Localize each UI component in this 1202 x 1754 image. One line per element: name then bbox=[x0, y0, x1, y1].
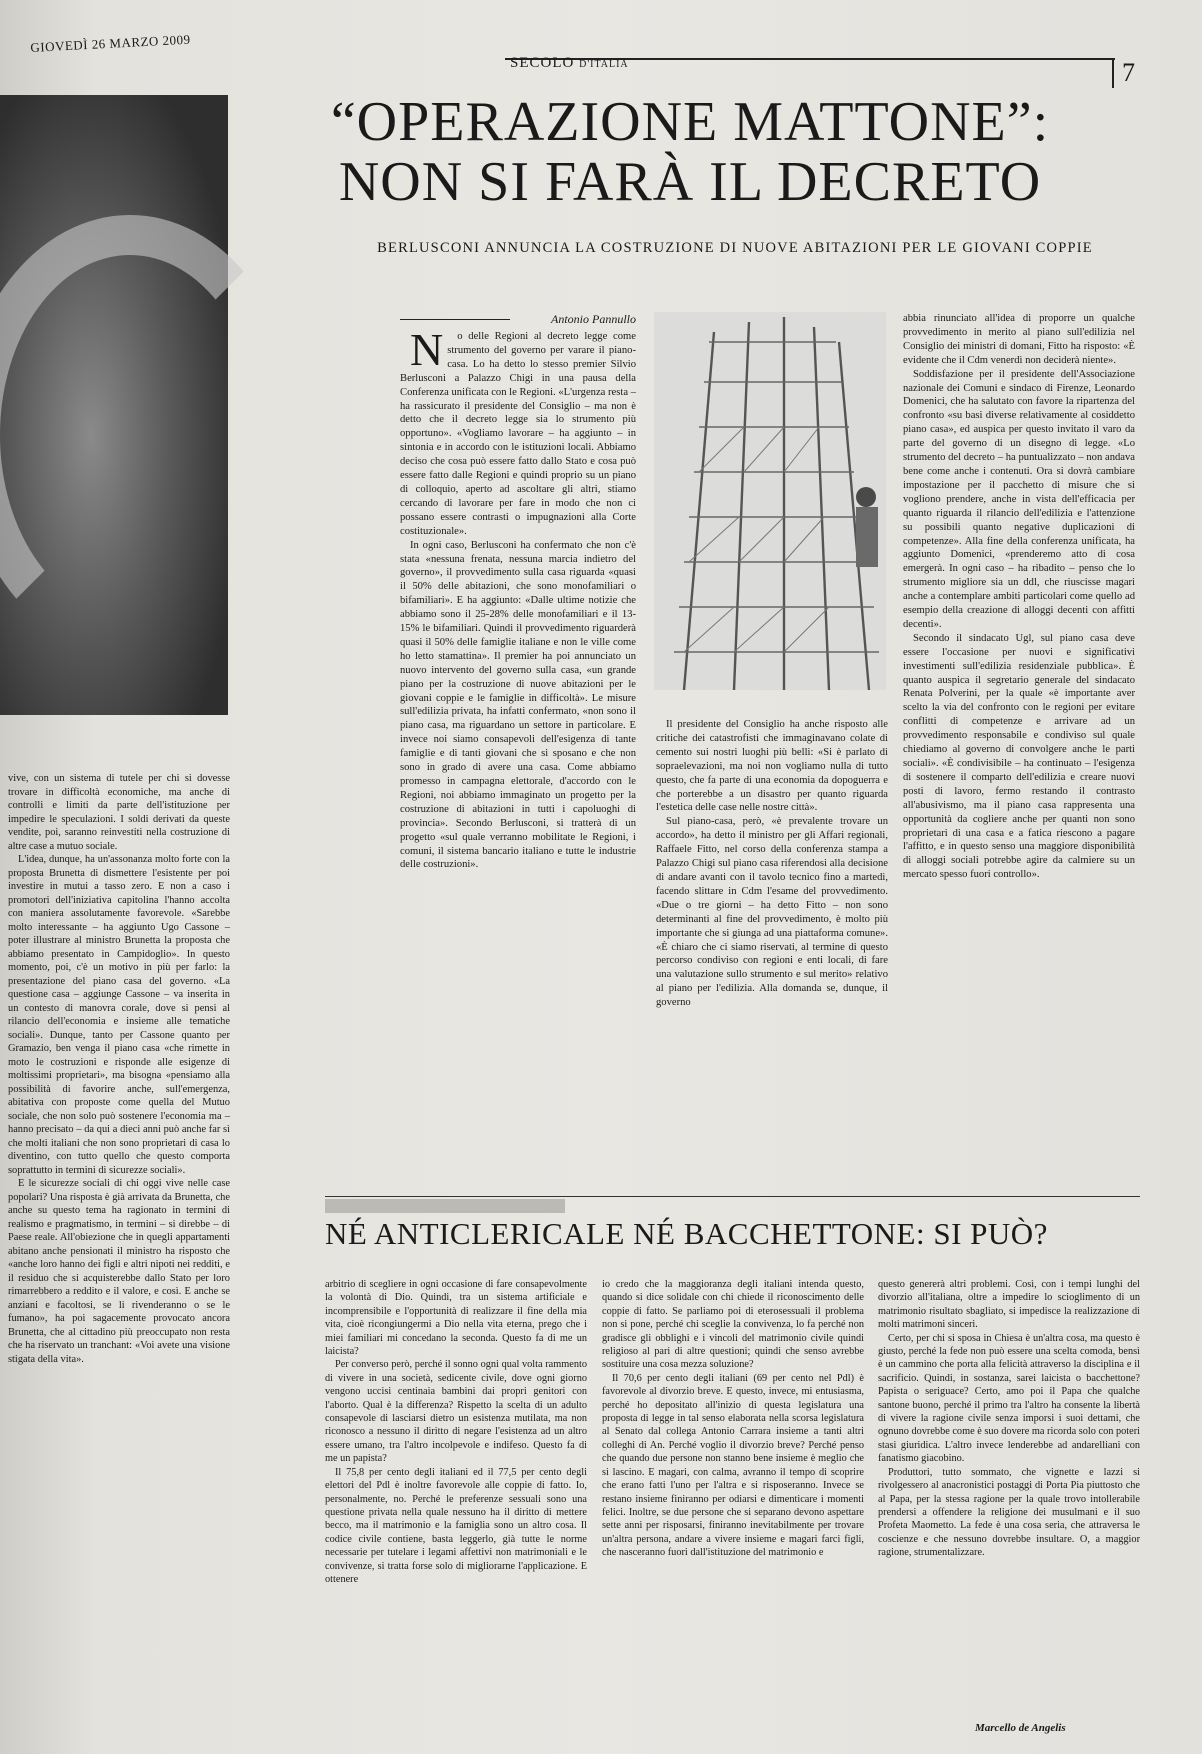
masthead-main: SECOLO bbox=[510, 55, 575, 71]
scaffolding-photo bbox=[654, 312, 886, 690]
header-date: GIOVEDÌ 26 MARZO 2009 bbox=[30, 31, 191, 55]
page-number: 7 bbox=[1112, 58, 1135, 88]
article1-col3-p1: abbia rinunciato all'idea di proporre un qualche provvedimento in merito al piano sull'edilizia nel Consiglio dei ministri di domani, Fitto ha risposto: «È evidente che il Cdm venerdì non deciderà niente». bbox=[903, 313, 1135, 366]
left-photo-shape bbox=[0, 215, 300, 655]
article2-signature: Marcello de Angelis bbox=[975, 1722, 1066, 1734]
article2-column1 bbox=[325, 1278, 587, 1586]
masthead bbox=[510, 55, 629, 72]
article1-col3-p3: Secondo il sindacato Ugl, sul piano casa deve essere l'occasione per nuovi e significativi investimenti sull'edilizia residenziale pubblica». È quanto auspica il segretario generale del sindacato Renata Polverini, per la quale «è importante aver scelto la via del confronto con le regioni per evitare conflitti di competenze e arrivare ad un provvedimento responsabile e condiviso sul quale chiediamo al governo di convolgere anche le parti sociali». «È condivisibile – ha continuato – l'esigenza di sostenere il comparto dell'edilizia e creare nuovi posti di lavoro, fermo restando il contrasto all'abusivismo, ma il piano casa rappresenta una opportunità da cogliere anche per quanti non sono proprietari di una casa e a fatica riescono a pagare l'affitto, e in questo senso una maggiore disponibilità di alloggi sociali potrebbe agire da calmiere su un mercato spesso fuori controllo». bbox=[903, 632, 1135, 881]
left-col-p1: vive, con un sistema di tutele per chi si dovesse trovare in difficoltà economiche, ma anche di controlli e limiti da parte dell'istituzione per impedire le speculazioni. I soldi derivati da queste vendite, poi, saranno reinvestiti nella costruzione di altre case a mutuo sociale. bbox=[8, 773, 230, 852]
article2-top-rule bbox=[325, 1196, 1140, 1197]
article2-col3-p3: Produttori, tutto sommato, che vignette e lazzi si rivolgessero al anacronistici postaggi di Porta Pia piuttosto che al Papa, per la stessa ragione per la quale trovo intollerabile prendersi a offendere la religione dei musulmani e il suo Profeta Maometto. La fede è una cosa seria, che attraversa le coscienze e che nessuno dovrebbe insultare. O, a maggior ragione, strumentalizzare. bbox=[878, 1466, 1140, 1559]
article1-headline bbox=[290, 92, 1090, 212]
article2-col2-p2: Il 70,6 per cento degli italiani (69 per cento nel Pdl) è favorevole al divorzio breve. E questo, invece, mi entusiasma, perché ho depositato all'inizio di questa legislatura una proposta di legge in tal senso elaborata nella scorsa legislatura al Senato dal collega Antonio Carrara insieme a tanti altri colleghi di An. Perché voglio il divorzio breve? Perché penso che quando due persone non stanno bene insieme è meglio che si lascino. E magari, con calma, avranno il tempo di scoprire che erano fatti l'uno per l'altra e si risposeranno. Invece se restano insieme finiranno per odiarsi e dimenticare i momenti felici. Inoltre, se due persone che si separano devono aspettare sette anni per risposarsi, finiranno inevitabilmente per trovare un'altra persona, andare a vivere insieme e magari farci figli, che nasceranno fuori dall'istituzione del matrimonio e bbox=[602, 1372, 864, 1559]
article1-column3 bbox=[903, 312, 1135, 882]
article2-col1-p3: Il 75,8 per cento degli italiani ed il 77,5 per cento degli elettori del Pdl è inoltre favorevole alle coppie di fatto. Io, personalmente, no. Perché le preferenze sessuali sono una questione privata nella quale nessuno ha il diritto di mettere becco, ma il matrimonio e la famiglia sono un altro cosa. Il codice civile contiene, basta leggerlo, già tutte le norme necessarie per tutelare i legami affettivi non matrimoniali e le convivenze, si tratta forse solo di migliorarne l'applicazione. E ottenere bbox=[325, 1466, 587, 1585]
article1-col3-p2: Soddisfazione per il presidente dell'Associazione nazionale dei Comuni e sindaco di Firenze, Leonardo Domenici, che ha salutato con favore la ripartenza del confronto «su basi diverse relativamente al cosiddetto piano casa», ed auspica per questo invitato il varo da parte del governo di un disegno di legge. «Lo strumento del decreto – ha puntualizzato – non andava bene come anche i contenuti. Ora si dovrà cambiare impostazione per il pacchetto di misure che si vogliono prendere, anche in vista dell'efficacia per quanto riguarda il rilancio dell'edilizia e l'attenzione su possibili quanto negative duplicazioni di competenze». Alla fine della conferenza unificata, ha aggiunto Domenici, «prenderemo atto di cosa emergerà. In ogni caso – ha ribadito – penso che lo strumento migliore sia un ddl, che riuscisse magari anche a contemplare ambiti particolari come quello ad esempio della creazione di alloggi decenti con affitti decenti». bbox=[903, 368, 1135, 630]
article2-col3-p1: questo genererà altri problemi. Così, con i tempi lunghi del divorzio all'italiana, oltre a impedire lo scioglimento di un matrimonio risultato sbagliato, si impedisce la realizzazione di molti matrimoni sinceri. bbox=[878, 1279, 1140, 1331]
article1-column1 bbox=[400, 324, 636, 872]
article1-col2-p1: Il presidente del Consiglio ha anche risposto alle critiche dei catastrofisti che immaginavano colate di cemento sui nostri luoghi più belli: «Si è parlato di sopraelevazioni, ma noi non vogliamo nulla di tutto questo, che fa parte di una economia da dopoguerra e che porterebbe a un disastro per quanto riguarda l'estetica delle case nelle nostre città». bbox=[656, 719, 888, 814]
article2-column2 bbox=[602, 1278, 864, 1560]
article1-col2-p2: Sul piano-casa, però, «è prevalente trovare un accordo», ha detto il ministro per gli Affari regionali, Raffaele Fitto, nel corso della conferenza stampa a Palazzo Chigi sul piano casa riferendosi alla decisione di andare avanti con il tavolo tecnico fino a martedì, facendo slittare in Cdm l'esame del provvedimento. «Due o tre giorni – ha detto Fitto – non sono determinanti al fine del provvedimento, è molto più importante che si giunga ad una piattaforma comune». «È chiaro che ci siamo riservati, al termine di questo percorso condiviso con regioni e enti locali, di fare una valutazione sullo strumento e sul merito» relativo al piano per l'edilizia. Alla domanda se, dunque, il governo bbox=[656, 816, 888, 1009]
article1-byline: Antonio Pannullo bbox=[551, 312, 636, 326]
article2-headline: NÉ ANTICLERICALE NÉ BACCHETTONE: SI PUÒ? bbox=[325, 1216, 1048, 1251]
headline-line2: NON SI FARÀ IL DECRETO bbox=[338, 151, 1042, 213]
article1-col1-p2: In ogni caso, Berlusconi ha confermato che non c'è stata «nessuna frenata, nessuna marcia indietro del governo», il provvedimento sulla casa riguarda «quasi il 50% delle abitazioni, che sono monofamiliari o bifamiliari». E ha aggiunto: «Dalle ultime notizie che abbiamo sono il 25-28% delle monofamiliari e il 13-15% le bifamiliari. Quindi il provvedimento riguarderà quasi il 50% delle famiglie italiane e non le ville come ho letto stamattina». Il premier ha poi annunciato un nuovo intervento del governo sulla casa, «un grande piano per la costruzione di nuove abitazioni per le giovani coppie e le famiglie in difficoltà». Le misure sull'edilizia privata, ha infatti confermato, «non sono il piano casa, ma riguardano un settore in particolare. E invece noi siamo consapevoli dell'esigenza di tante famiglie e di tanti giovani che si sposano e che non sono in grado di avere una casa. Come abbiamo promesso in campagna elettorale, d'accordo con le Regioni, noi abbiamo immaginato un progetto per la costruzione di abitazioni in tutti i capoluoghi di provincia». Secondo Berlusconi, si tratterà di un progetto «sul quale verranno mobilitate le Regioni, i comuni, il sistema bancario italiano e tutte le industrie delle costruzioni». bbox=[400, 539, 636, 871]
headline-line1: “OPERAZIONE MATTONE”: bbox=[330, 91, 1050, 153]
article1-subheadline: BERLUSCONI ANNUNCIA LA COSTRUZIONE DI NUOVE ABITAZIONI PER LE GIOVANI COPPIE bbox=[377, 240, 1093, 256]
left-photo bbox=[0, 95, 228, 715]
article2-column3 bbox=[878, 1278, 1140, 1560]
article2-col3-p2: Certo, per chi si sposa in Chiesa è un'altra cosa, ma questo è giusto, perché la fede non può essere una scelta comoda, bensì è un cammino che porta alla felicità attraverso la disciplina e il sacrificio. Quindi, in sostanza, sarei laicista o bacchettone? Papista o seriguace? Certo, amo poi il Papa che qualche santone buono, perché il primo tra l'altro ha consente la libertà di vivere la ragione civile senza imporsi i suoi dettami, che ognuno dovrebbe come è suo dovere ma ricorda solo con poteri stasi giuridica. L'altro invece lenderebbe ad andarelliani con fanatismo giacobino. bbox=[878, 1332, 1140, 1465]
left-col-p2: L'idea, dunque, ha un'assonanza molto forte con la proposta Brunetta di dismettere l'esistente per poi investire in mutui a tasso zero. E non a caso i promotori dell'iniziativa capitolina l'hanno accolta con maniera assolutamente favorevole. «Sarebbe molto interessante – ha aggiunto Ugo Cassone – poter illustrare al ministro Brunetta la proposta che abbiamo presentato in Campidoglio». In questo momento, poi, c'è un motivo in più per farlo: la presentazione del piano casa del governo. «La questione casa – aggiunge Cassone – va inserita in un contesto di manovra corale, dove si pensi al rilancio dell'economia e insieme alle tematiche sociali». Dunque, tanto per Cassone quanto per Gramazio, ben venga il piano casa «che rimette in moto le costruzioni e risponde alle esigenze di moltissimi proprietari», ma bisogna «pensiamo alla possibilità di favorire anche, sull'emergenza, abitativa con proposte come quella del Mutuo sociale, che non solo può sostenere l'economia ma – hanno precisato – da qui a dieci anni può anche far sì che molti italiani che non sono proprietari di casa lo diventino, con tutto quello che questo comporta soprattutto in termini di sicurezze sociali». bbox=[8, 854, 230, 1176]
masthead-small: D'ITALIA bbox=[579, 59, 629, 70]
left-col-p3: E le sicurezze sociali di chi oggi vive nelle case popolari? Una risposta è già arrivata da Brunetta, che anche su questo tema ha ragionato in termini di realismo e pragmatismo, in termini – si direbbe – di Paese reale. All'obiezione che in quegli appartamenti abitano anche pensionati il ministro ha risposto che «anche loro hanno dei figli e altri nipoti nei redditi, e il residuo che si acquisterebbe dallo Stato per loro rimarrebbero a reddito e il valore, e così. E anche se anziani e facoltosi, se li rivenderanno o se le fumano», ha poi sagacemente provocato ancora Brunetta, che al cittadino più preoccupato non resta che ha riservato un tranchant: «Voi avete una visione stigata della vita». bbox=[8, 1178, 230, 1365]
article2-col1-p2: Per converso però, perché il sonno ogni qual volta rammento di vivere in una società, sedicente civile, dove ogni giorno vengono uccisi centinaia bambini dai propri genitori con l'aborto. Qual è la differenza? Rispetto la scelta di un adulto consapevole di lasciarsi dietro un esistenza mutilata, ma non riconosco a nessuno il diritto di negare l'esistenza ad un altro essere umano, tra l'altro incolpevole e indifeso. Questo fa di me un papista? bbox=[325, 1359, 587, 1465]
article2-col2-p1: io credo che la maggioranza degli italiani intenda questo, quando si dice solidale con chi chiede il riconoscimento delle coppie di fatto. Se parliamo poi di eterosessuali il problema non si pone, perché chi sceglie la convivenza, lo fa perché non gradisce gli obblighi e i vincoli del matrimonio civile quindi religioso al pari di altre questioni; quindi che senso avrebbe sostituire una cosa mezza soluzione? bbox=[602, 1279, 864, 1371]
scaffolding-illustration bbox=[654, 312, 886, 690]
article2-col1-p1: arbitrio di scegliere in ogni occasione di fare consapevolmente la volontà di Dio. Quindi, tra un sistema artificiale e incomprensibile e l'opportunità di realizzare il fine della mia vita, cioè ricongiungermi a Dio nella vita eterna, prego che i miei familiari mi concedano la seconda. Questo fa di me un laicista? bbox=[325, 1279, 587, 1358]
article1-col1-p1: No delle Regioni al decreto legge come strumento del governo per varare il piano-casa. Lo ha detto lo stesso premier Silvio Berlusconi a Palazzo Chigi in una pausa della Conferenza unificata con le Regioni. «L'urgenza resta – ha rassicurato il presidente del Consiglio – ma non è detto che il decreto legge sia lo strumento più opportuno». «Vogliamo lavorare – ha aggiunto – in sintonia e in accordo con le istituzioni locali. Abbiamo deciso che cosa può essere fatto dallo Stato e cosa può essere fatto dalle Regioni e quindi proprio su un piano di colloquio, aperto ad ascoltare gli altri, stiamo cercando di lavorare per fare in modo che non ci possano essere contrasti o impugnazioni alla Corte costituzionale». bbox=[400, 324, 636, 537]
left-article-column bbox=[8, 772, 230, 1366]
article1-column2 bbox=[656, 718, 888, 1010]
article2-kicker bbox=[325, 1199, 565, 1213]
